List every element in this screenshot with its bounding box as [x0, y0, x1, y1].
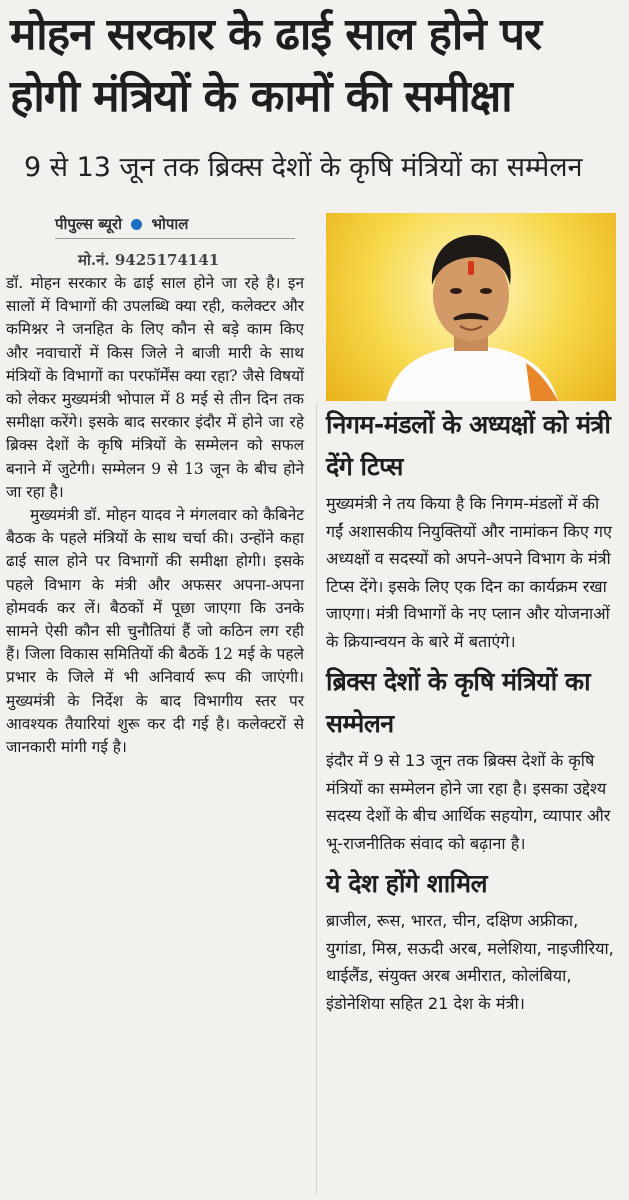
byline-mobile: मो.नं. 9425174141 — [78, 251, 220, 269]
sidebar-heading: ये देश होंगे शामिल — [326, 869, 488, 898]
article-body — [6, 272, 304, 759]
bullet-dot-icon — [131, 219, 142, 230]
sidebar-body: इंदौर में 9 से 13 जून तक ब्रिक्स देशों के कृषि मंत्रियों का सम्मेलन होने जा रहा है। इसका उद्देश्य सदस्य देशों के बीच आर्थिक सहयोग, व्यापार और भू-राजनीतिक संवाद को बढ़ाना है। — [326, 751, 611, 853]
portrait-photo-icon — [326, 213, 616, 401]
headline-line-1: मोहन सरकार के ढाई साल होने पर — [10, 9, 542, 60]
sidebar-body: मुख्यमंत्री ने तय किया है कि निगम-मंडलों में की गईं अशासकीय नियुक्तियों और नामांकन किए गए अध्यक्षों व सदस्यों को अपने-अपने विभाग के मंत्री टिप्स देंगे। इसके लिए एक दिन का कार्यक्रम रखा जाएगा। मंत्री विभागों के नए प्लान और योजनाओं के क्रियान्वयन के बारे में बताएंगे। — [326, 494, 612, 651]
sidebar-body: ब्राजील, रूस, भारत, चीन, दक्षिण अफ्रीका, युगांडा, मिस्र, सऊदी अरब, मलेशिया, नाइजीरिया, थाईलैंड, संयुक्त अरब अमीरात, कोलंबिया, इंडोनेशिया सहित 21 देश के मंत्री। — [326, 911, 614, 1013]
sidebar — [326, 404, 620, 1023]
byline-city: भोपाल — [151, 215, 189, 233]
article-paragraph: डॉ. मोहन सरकार के ढाई साल होने जा रहे है। इन सालों में विभागों की उपलब्धि क्या रही, कलेक्टर और कमिश्नर ने जनहित के लिए कौन से बड़े काम किए और नवाचारों में किस जिले ने बाजी मारी के साथ मंत्रियों के विभागों का परफॉर्मेंस क्या रहा? जैसे विषयों को लेकर मुख्यमंत्री भोपाल में 8 मई से तीन दिन तक समीक्षा करेंगे। इसके बाद सरकार इंदौर में होने जा रहे ब्रिक्स देशों के कृषि मंत्रियों के सम्मेलन को सफल बनाने में जुटेगी। सम्मेलन 9 से 13 जून के बीच होने जा रहा है। — [6, 274, 304, 501]
portrait-illustration — [326, 213, 616, 401]
byline-bureau: पीपुल्स ब्यूरो — [55, 215, 122, 233]
article-paragraph: मुख्यमंत्री डॉ. मोहन यादव ने मंगलवार को कैबिनेट बैठक के पहले मंत्रियों के साथ चर्चा की। उन्होंने कहा ढाई साल होने पर विभागों की समीक्षा होगी। इसके पहले विभाग के मंत्री और अफसर अपना-अपना होमवर्क कर लें। बैठकों में पूछा जाएगा कि उनके सामने ऐसी कौन सी चुनौतियां हैं जो कठिन लग रही हैं। जिला विकास समितियों की बैठकें 12 मई के पहले प्रभार के जिले में भी अनिवार्य रूप की जाएंगी। मुख्यमंत्री के निर्देश के बाद विभागीय स्तर पर आवश्यक तैयारियां शुरू कर दी गई है। कलेक्टरों से जानकारी मांगी गई है। — [6, 506, 304, 757]
subheadline: 9 से 13 जून तक ब्रिक्स देशों के कृषि मंत्रियों का सम्मेलन — [24, 152, 583, 183]
column-divider — [316, 404, 317, 1194]
byline — [55, 214, 295, 239]
headline — [10, 4, 622, 128]
sidebar-heading: ब्रिक्स देशों के कृषि मंत्रियों का सम्मेलन — [326, 667, 591, 738]
headline-line-2: होगी मंत्रियों के कामों की समीक्षा — [10, 71, 512, 122]
sidebar-heading: निगम-मंडलों के अध्यक्षों को मंत्री देंगे टिप्स — [326, 410, 611, 481]
